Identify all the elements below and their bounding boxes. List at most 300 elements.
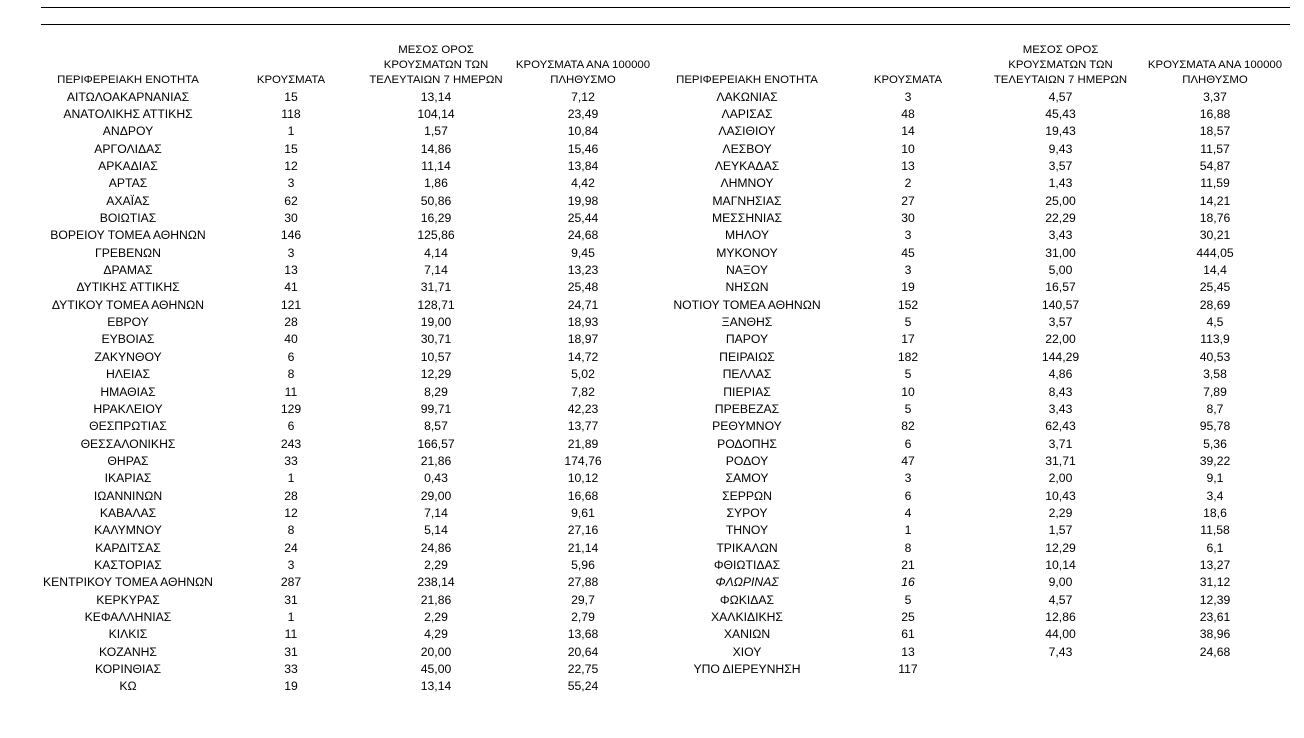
per100k-cell: 9,45 xyxy=(571,245,595,260)
cases-cell: 129 xyxy=(280,401,302,416)
table-row xyxy=(661,400,1292,417)
table-row xyxy=(661,522,1292,539)
table-row xyxy=(39,487,659,504)
header-avg7: ΜΕΣΟΣ ΟΡΟΣ ΚΡΟΥΣΜΑΤΩΝ ΤΩΝ ΤΕΛΕΥΤΑΙΩΝ 7 ΗΜΕΡΩΝ xyxy=(369,44,503,86)
avg7-cell: 125,86 xyxy=(417,228,455,243)
cases-cell: 243 xyxy=(280,436,302,451)
avg7-cell: 13,14 xyxy=(420,679,452,694)
cases-cell: 62 xyxy=(284,193,298,208)
per100k-cell: 9,1 xyxy=(1206,471,1224,486)
table-row xyxy=(39,452,659,469)
avg7-cell: 31,71 xyxy=(420,280,452,295)
table-row xyxy=(39,383,659,400)
region-name-cell: ΚΟΖΑΝΗΣ xyxy=(99,644,157,659)
avg7-cell: 1,86 xyxy=(424,176,448,191)
table-row xyxy=(39,192,659,209)
table-row xyxy=(661,366,1292,383)
per100k-cell: 95,78 xyxy=(1199,419,1231,434)
avg7-cell: 31,00 xyxy=(1045,245,1076,260)
per100k-cell: 444,05 xyxy=(1196,245,1234,260)
region-name-cell: ΗΜΑΘΙΑΣ xyxy=(100,384,156,399)
region-name-cell: ΤΗΝΟΥ xyxy=(725,523,769,538)
avg7-cell: 1,57 xyxy=(1048,523,1073,538)
region-name-cell: ΤΡΙΚΑΛΩΝ xyxy=(716,540,778,555)
per100k-cell: 40,53 xyxy=(1199,349,1231,364)
avg7-cell: 7,14 xyxy=(424,263,448,278)
table-row xyxy=(39,157,659,174)
per100k-cell: 55,24 xyxy=(567,679,599,694)
region-name-cell: ΡΕΘΥΜΝΟΥ xyxy=(712,419,782,434)
per100k-cell: 24,68 xyxy=(1199,644,1231,659)
avg7-cell: 2,29 xyxy=(424,557,448,572)
cases-cell: 41 xyxy=(284,280,298,295)
cases-cell: 11 xyxy=(284,627,298,642)
table-row xyxy=(39,539,659,556)
table-row xyxy=(661,418,1292,435)
per100k-cell: 3,37 xyxy=(1203,89,1227,104)
per100k-cell: 4,5 xyxy=(1206,315,1224,330)
per100k-cell: 30,21 xyxy=(1199,228,1231,243)
region-name-cell: ΑΝΔΡΟΥ xyxy=(102,124,154,139)
table-row xyxy=(39,105,659,122)
avg7-cell: 1,43 xyxy=(1048,176,1073,191)
header-rule xyxy=(41,24,1290,25)
table-row xyxy=(661,157,1292,174)
avg7-cell: 11,14 xyxy=(421,159,451,174)
left-table xyxy=(39,38,659,695)
cases-cell: 15 xyxy=(284,141,298,156)
region-name-cell: ΑΡΚΑΔΙΑΣ xyxy=(98,159,158,174)
region-name-cell: ΘΗΡΑΣ xyxy=(107,453,149,468)
region-name-cell: ΣΑΜΟΥ xyxy=(725,471,769,486)
table-row xyxy=(39,643,659,660)
cases-cell: 6 xyxy=(904,488,912,503)
region-name-cell: ΚΩ xyxy=(119,679,137,694)
left-header-row xyxy=(39,38,659,88)
cases-cell: 12 xyxy=(284,159,298,174)
region-name-cell: ΒΟΙΩΤΙΑΣ xyxy=(99,211,157,226)
region-name-cell: ΞΑΝΘΗΣ xyxy=(721,315,773,330)
table-row xyxy=(661,608,1292,625)
cases-cell: 27 xyxy=(901,193,915,208)
table-row xyxy=(39,400,659,417)
avg7-cell: 12,86 xyxy=(1045,609,1076,624)
per100k-cell: 10,12 xyxy=(567,471,599,486)
table-row xyxy=(661,504,1292,521)
avg7-cell: 5,00 xyxy=(1048,263,1073,278)
header-avg7: ΜΕΣΟΣ ΟΡΟΣ ΚΡΟΥΣΜΑΤΩΝ ΤΩΝ ΤΕΛΕΥΤΑΙΩΝ 7 ΗΜΕΡΩΝ xyxy=(993,44,1128,86)
cases-cell: 33 xyxy=(284,453,298,468)
table-row xyxy=(39,123,659,140)
avg7-cell: 3,43 xyxy=(1048,401,1073,416)
avg7-cell: 62,43 xyxy=(1045,419,1076,434)
region-name-cell: ΡΟΔΟΥ xyxy=(725,453,769,468)
avg7-cell: 22,29 xyxy=(1045,211,1076,226)
cases-cell: 13 xyxy=(901,644,915,659)
region-name-cell: ΛΗΜΝΟΥ xyxy=(720,176,774,191)
cases-cell: 25 xyxy=(901,609,915,624)
table-row xyxy=(661,192,1292,209)
table-row xyxy=(39,574,659,591)
avg7-cell: 144,29 xyxy=(1041,349,1080,364)
avg7-cell: 10,43 xyxy=(1045,488,1076,503)
cases-cell: 121 xyxy=(280,297,302,312)
avg7-cell: 128,71 xyxy=(417,297,455,312)
avg7-cell: 12,29 xyxy=(420,367,452,382)
table-row xyxy=(661,331,1292,348)
region-name-cell: ΦΛΩΡΙΝΑΣ xyxy=(715,575,779,590)
region-name-cell: ΚΟΡΙΝΘΙΑΣ xyxy=(94,662,162,677)
cases-cell: 5 xyxy=(904,367,912,382)
region-name-cell: ΜΕΣΣΗΝΙΑΣ xyxy=(711,211,782,226)
table-row xyxy=(39,175,659,192)
per100k-cell: 27,16 xyxy=(567,523,599,538)
region-name-cell: ΣΥΡΟΥ xyxy=(726,505,768,520)
per100k-cell: 11,59 xyxy=(1200,176,1230,191)
per100k-cell: 31,12 xyxy=(1199,575,1231,590)
cases-cell: 3 xyxy=(904,89,912,104)
region-name-cell: ΒΟΡΕΙΟΥ ΤΟΜΕΑ ΑΘΗΝΩΝ xyxy=(50,228,206,243)
avg7-cell: 8,29 xyxy=(424,384,448,399)
table-row xyxy=(39,366,659,383)
table-row xyxy=(39,279,659,296)
region-name-cell: ΥΠΟ ΔΙΕΡΕΥΝΗΣΗ xyxy=(693,662,801,677)
cases-cell: 33 xyxy=(284,662,298,677)
region-name-cell: ΝΑΞΟΥ xyxy=(725,263,769,278)
cases-cell: 8 xyxy=(287,523,295,538)
header-cases: ΚΡΟΥΣΜΑΤΑ xyxy=(256,74,326,86)
region-name-cell: ΧΑΛΚΙΔΙΚΗΣ xyxy=(711,609,783,624)
region-name-cell: ΠΑΡΟΥ xyxy=(725,332,769,347)
table-row xyxy=(39,348,659,365)
region-name-cell: ΦΩΚΙΔΑΣ xyxy=(719,592,775,607)
cases-cell: 12 xyxy=(284,505,298,520)
per100k-cell: 14,4 xyxy=(1203,263,1227,278)
avg7-cell: 21,86 xyxy=(420,592,452,607)
region-name-cell: ΕΒΡΟΥ xyxy=(107,315,149,330)
cases-cell: 3 xyxy=(287,245,295,260)
table-row xyxy=(661,123,1292,140)
region-name-cell: ΔΡΑΜΑΣ xyxy=(103,263,153,278)
cases-cell: 21 xyxy=(901,557,915,572)
region-name-cell: ΜΑΓΝΗΣΙΑΣ xyxy=(712,193,782,208)
table-row xyxy=(39,626,659,643)
cases-cell: 3 xyxy=(904,228,912,243)
table-row xyxy=(661,140,1292,157)
table-row xyxy=(661,209,1292,226)
cases-cell: 8 xyxy=(287,367,295,382)
avg7-cell: 10,14 xyxy=(1045,557,1076,572)
per100k-cell: 21,14 xyxy=(567,540,599,555)
avg7-cell: 45,43 xyxy=(1045,107,1076,122)
region-name-cell: ΚΙΛΚΙΣ xyxy=(108,627,148,642)
per100k-cell: 5,02 xyxy=(571,367,595,382)
cases-cell: 2 xyxy=(904,176,912,191)
per100k-cell: 10,84 xyxy=(567,124,599,139)
cases-cell: 19 xyxy=(284,679,298,694)
region-name-cell: ΘΕΣΠΡΩΤΙΑΣ xyxy=(89,419,167,434)
avg7-cell: 4,57 xyxy=(1048,89,1073,104)
avg7-cell: 4,14 xyxy=(424,245,448,260)
header-per100k: ΚΡΟΥΣΜΑΤΑ ΑΝΑ 100000 ΠΛΗΘΥΣΜΟ xyxy=(515,59,651,86)
header-region: ΠΕΡΙΦΕΡΕΙΑΚΗ ΕΝΟΤΗΤΑ xyxy=(57,74,199,86)
table-row xyxy=(39,227,659,244)
per100k-cell: 5,36 xyxy=(1203,436,1227,451)
per100k-cell: 25,45 xyxy=(1199,280,1231,295)
per100k-cell: 16,88 xyxy=(1199,107,1231,122)
table-row xyxy=(39,522,659,539)
per100k-cell: 18,57 xyxy=(1199,124,1231,139)
top-rule xyxy=(41,7,1290,8)
table-row xyxy=(661,539,1292,556)
per100k-cell: 2,79 xyxy=(571,609,595,624)
avg7-cell: 8,43 xyxy=(1048,384,1073,399)
region-name-cell: ΑΡΤΑΣ xyxy=(108,176,148,191)
cases-cell: 30 xyxy=(901,211,915,226)
per100k-cell: 4,42 xyxy=(571,176,595,191)
cases-cell: 3 xyxy=(287,176,295,191)
table-row xyxy=(661,313,1292,330)
header-per100k: ΚΡΟΥΣΜΑΤΑ ΑΝΑ 100000 ΠΛΗΘΥΣΜΟ xyxy=(1147,59,1283,86)
table-row xyxy=(661,556,1292,573)
table-row xyxy=(39,209,659,226)
avg7-cell: 3,57 xyxy=(1048,159,1073,174)
cases-cell: 1 xyxy=(287,609,295,624)
table-row xyxy=(661,383,1292,400)
cases-cell: 5 xyxy=(904,315,912,330)
table-row xyxy=(39,556,659,573)
region-name-cell: ΛΕΣΒΟΥ xyxy=(722,141,772,156)
cases-cell: 28 xyxy=(284,488,298,503)
table-row xyxy=(39,608,659,625)
cases-cell: 6 xyxy=(904,436,912,451)
cases-cell: 6 xyxy=(287,349,295,364)
cases-cell: 14 xyxy=(901,124,915,139)
table-row xyxy=(661,591,1292,608)
region-name-cell: ΠΕΛΛΑΣ xyxy=(722,367,772,382)
cases-cell: 16 xyxy=(901,575,915,590)
per100k-cell: 29,7 xyxy=(571,592,595,607)
avg7-cell: 13,14 xyxy=(420,89,452,104)
table-row xyxy=(661,296,1292,313)
cases-cell: 61 xyxy=(901,627,915,642)
avg7-cell: 30,71 xyxy=(420,332,452,347)
right-rows xyxy=(661,88,1292,678)
avg7-cell: 5,14 xyxy=(424,523,448,538)
avg7-cell: 19,43 xyxy=(1045,124,1076,139)
table-row xyxy=(39,244,659,261)
avg7-cell: 10,57 xyxy=(420,349,452,364)
region-name-cell: ΝΗΣΩΝ xyxy=(725,280,769,295)
per100k-cell: 27,88 xyxy=(567,575,599,590)
region-name-cell: ΚΑΣΤΟΡΙΑΣ xyxy=(94,557,162,572)
cases-cell: 31 xyxy=(284,644,298,659)
avg7-cell: 166,57 xyxy=(417,436,455,451)
cases-cell: 3 xyxy=(287,557,295,572)
region-name-cell: ΑΡΓΟΛΙΔΑΣ xyxy=(94,141,162,156)
avg7-cell: 2,29 xyxy=(1048,505,1073,520)
region-name-cell: ΠΙΕΡΙΑΣ xyxy=(723,384,771,399)
table-row xyxy=(39,470,659,487)
region-name-cell: ΑΧΑΪΑΣ xyxy=(106,193,150,208)
cases-cell: 28 xyxy=(284,315,298,330)
cases-cell: 146 xyxy=(280,228,302,243)
avg7-cell: 9,00 xyxy=(1048,575,1073,590)
per100k-cell: 174,76 xyxy=(564,453,602,468)
region-name-cell: ΚΕΝΤΡΙΚΟΥ ΤΟΜΕΑ ΑΘΗΝΩΝ xyxy=(43,575,213,590)
cases-cell: 1 xyxy=(287,124,295,139)
per100k-cell: 7,89 xyxy=(1203,384,1227,399)
per100k-cell: 25,44 xyxy=(567,211,599,226)
region-name-cell: ΚΑΡΔΙΤΣΑΣ xyxy=(95,540,161,555)
region-name-cell: ΛΑΡΙΣΑΣ xyxy=(721,107,773,122)
cases-cell: 10 xyxy=(901,141,915,156)
table-row xyxy=(661,470,1292,487)
region-name-cell: ΖΑΚΥΝΘΟΥ xyxy=(94,349,162,364)
avg7-cell: 0,43 xyxy=(424,471,448,486)
cases-cell: 31 xyxy=(284,592,298,607)
header-cases: ΚΡΟΥΣΜΑΤΑ xyxy=(873,74,943,86)
avg7-cell: 22,00 xyxy=(1045,332,1076,347)
region-name-cell: ΜΥΚΟΝΟΥ xyxy=(716,245,778,260)
region-name-cell: ΠΡΕΒΕΖΑΣ xyxy=(714,401,780,416)
avg7-cell: 14,86 xyxy=(420,141,452,156)
per100k-cell: 42,23 xyxy=(567,401,599,416)
table-row xyxy=(661,227,1292,244)
avg7-cell: 7,14 xyxy=(424,505,448,520)
per100k-cell: 7,82 xyxy=(571,384,595,399)
region-name-cell: ΗΛΕΙΑΣ xyxy=(105,367,151,382)
table-row xyxy=(39,261,659,278)
avg7-cell: 2,29 xyxy=(424,609,448,624)
table-row xyxy=(39,435,659,452)
table-row xyxy=(39,88,659,105)
region-name-cell: ΙΚΑΡΙΑΣ xyxy=(104,471,152,486)
per100k-cell: 11,57 xyxy=(1200,141,1230,156)
avg7-cell: 16,29 xyxy=(420,211,452,226)
cases-cell: 30 xyxy=(284,211,298,226)
cases-cell: 47 xyxy=(901,453,915,468)
avg7-cell: 4,57 xyxy=(1048,592,1073,607)
cases-cell: 45 xyxy=(901,245,915,260)
per100k-cell: 25,48 xyxy=(567,280,599,295)
cases-cell: 15 xyxy=(284,89,298,104)
region-name-cell: ΝΟΤΙΟΥ ΤΟΜΕΑ ΑΘΗΝΩΝ xyxy=(673,297,821,312)
cases-cell: 19 xyxy=(901,280,915,295)
table-row xyxy=(39,331,659,348)
avg7-cell: 104,14 xyxy=(417,107,455,122)
region-name-cell: ΛΕΥΚΑΔΑΣ xyxy=(714,159,780,174)
table-row xyxy=(39,418,659,435)
region-name-cell: ΑΙΤΩΛΟΑΚΑΡΝΑΝΙΑΣ xyxy=(66,89,190,104)
per100k-cell: 28,69 xyxy=(1199,297,1231,312)
avg7-cell: 4,86 xyxy=(1048,367,1073,382)
per100k-cell: 19,98 xyxy=(567,193,599,208)
cases-cell: 182 xyxy=(897,349,919,364)
region-name-cell: ΣΕΡΡΩΝ xyxy=(722,488,772,503)
cases-cell: 117 xyxy=(898,662,918,677)
per100k-cell: 23,61 xyxy=(1199,609,1231,624)
avg7-cell: 7,43 xyxy=(1048,644,1073,659)
per100k-cell: 13,23 xyxy=(567,263,599,278)
per100k-cell: 9,61 xyxy=(571,505,595,520)
per100k-cell: 113,9 xyxy=(1200,332,1230,347)
avg7-cell: 99,71 xyxy=(420,401,452,416)
per100k-cell: 6,1 xyxy=(1206,540,1224,555)
avg7-cell: 9,43 xyxy=(1048,141,1073,156)
per100k-cell: 18,76 xyxy=(1199,211,1231,226)
region-name-cell: ΚΑΛΥΜΝΟΥ xyxy=(94,523,162,538)
cases-cell: 4 xyxy=(904,505,912,520)
per100k-cell: 3,4 xyxy=(1206,488,1224,503)
table-row xyxy=(661,348,1292,365)
table-row xyxy=(661,487,1292,504)
cases-cell: 1 xyxy=(904,523,912,538)
region-name-cell: ΧΑΝΙΩΝ xyxy=(723,627,771,642)
avg7-cell: 19,00 xyxy=(420,315,452,330)
per100k-cell: 15,46 xyxy=(567,141,599,156)
avg7-cell: 3,43 xyxy=(1048,228,1073,243)
region-name-cell: ΛΑΚΩΝΙΑΣ xyxy=(716,89,778,104)
per100k-cell: 13,84 xyxy=(567,159,599,174)
per100k-cell: 14,21 xyxy=(1199,193,1231,208)
region-name-cell: ΚΕΡΚΥΡΑΣ xyxy=(96,592,160,607)
region-name-cell: ΔΥΤΙΚΟΥ ΤΟΜΕΑ ΑΘΗΝΩΝ xyxy=(51,297,205,312)
cases-cell: 5 xyxy=(904,592,912,607)
cases-cell: 11 xyxy=(284,384,298,399)
table-row xyxy=(661,175,1292,192)
cases-cell: 152 xyxy=(897,297,919,312)
table-row xyxy=(661,261,1292,278)
region-name-cell: ΚΕΦΑΛΛΗΝΙΑΣ xyxy=(84,609,172,624)
per100k-cell: 13,77 xyxy=(567,419,599,434)
avg7-cell: 24,86 xyxy=(420,540,452,555)
table-row xyxy=(661,574,1292,591)
per100k-cell: 7,12 xyxy=(571,89,595,104)
per100k-cell: 18,6 xyxy=(1203,505,1227,520)
region-name-cell: ΑΝΑΤΟΛΙΚΗΣ ΑΤΤΙΚΗΣ xyxy=(63,107,193,122)
right-header-row xyxy=(661,38,1292,88)
per100k-cell: 11,58 xyxy=(1200,523,1230,538)
avg7-cell: 3,57 xyxy=(1048,315,1073,330)
cases-cell: 13 xyxy=(284,263,298,278)
avg7-cell: 31,71 xyxy=(1045,453,1076,468)
per100k-cell: 3,58 xyxy=(1203,367,1227,382)
header-region: ΠΕΡΙΦΕΡΕΙΑΚΗ ΕΝΟΤΗΤΑ xyxy=(676,74,818,86)
cases-cell: 3 xyxy=(904,471,912,486)
per100k-cell: 24,71 xyxy=(567,297,599,312)
avg7-cell: 12,29 xyxy=(1045,540,1076,555)
region-name-cell: ΧΙΟΥ xyxy=(732,644,762,659)
cases-cell: 10 xyxy=(901,384,915,399)
per100k-cell: 14,72 xyxy=(567,349,599,364)
table-row xyxy=(661,279,1292,296)
avg7-cell: 25,00 xyxy=(1045,193,1076,208)
right-table xyxy=(661,38,1292,678)
region-name-cell: ΓΡΕΒΕΝΩΝ xyxy=(95,245,161,260)
region-name-cell: ΙΩΑΝΝΙΝΩΝ xyxy=(93,488,163,503)
table-row xyxy=(661,626,1292,643)
region-name-cell: ΕΥΒΟΙΑΣ xyxy=(101,332,155,347)
region-name-cell: ΜΗΛΟΥ xyxy=(724,228,770,243)
avg7-cell: 2,00 xyxy=(1048,471,1073,486)
region-name-cell: ΠΕΙΡΑΙΩΣ xyxy=(719,349,775,364)
table-row xyxy=(39,140,659,157)
avg7-cell: 20,00 xyxy=(420,644,452,659)
per100k-cell: 5,96 xyxy=(571,557,595,572)
table-row xyxy=(661,244,1292,261)
cases-cell: 3 xyxy=(904,263,912,278)
